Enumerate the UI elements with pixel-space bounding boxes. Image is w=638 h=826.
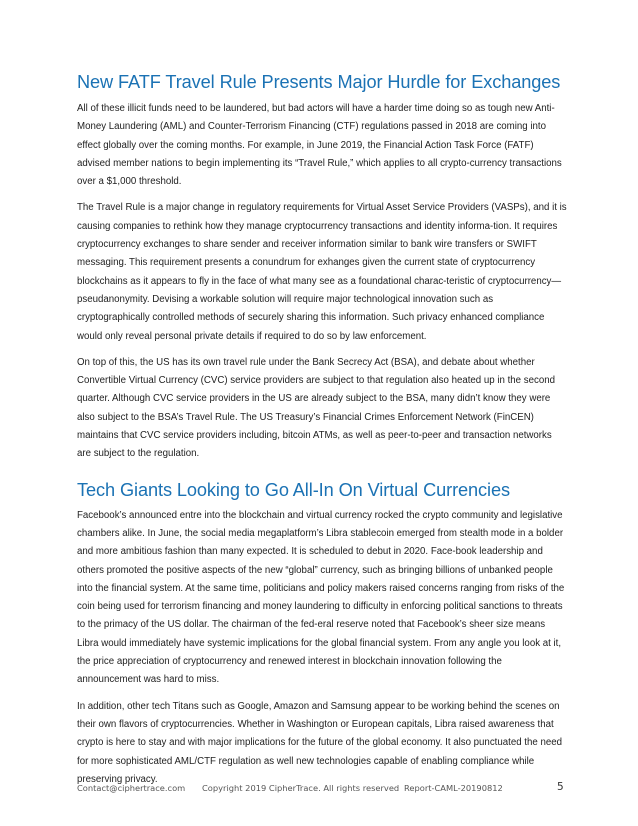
paragraph: Facebook’s announced entre into the blockchain and virtual currency rocked the crypto community and legislative chambers alike. In June, the social media megaplatform’s Libra stablecoin emerged from stealth mode in a bolder and more ambitious fashion than many expected. It is scheduled to debut in 2020. Face-book leadership and others promoted the positive aspects of the new “global” currency, such as bringing billions of unbanked people into the financial system. At the same time, politicians and policy makers raised concerns ranging from risks of the coin being used for terrorism financing and money laundering to difficulty in enforcing political sanctions to threats to the primacy of the US dollar. The chairman of the fed-eral reserve noted that Facebook’s sheer size means Libra would immediately have systemic implications for the global financial system. From any angle you look at it, the price appreciation of cryptocurrency and renewed interest in blockchain innovation following the announcement was hard to miss. bbox=[77, 509, 565, 686]
footer-copyright: Copyright 2019 CipherTrace. All rights reserved bbox=[202, 783, 400, 793]
paragraph: The Travel Rule is a major change in regulatory requirements for Virtual Asset Service Providers (VASPs), and it is causing companies to rethink how they manage cryptocurrency transactions and identity informa-tion. It requires cryptocurrency exchanges to share sender and receiver information similar to bank wire transfers or SWIFT messaging. This requirement presents a conundrum for exhanges given the current state of cryptocurrency blockchains as it appears to fly in the face of what many see as a foundational charac-teristic of cryptocurrency—pseudanonymity. Devising a workable solution will require major technological innovation such as cryptographically controlled methods of securely sharing this information. Such privacy enhanced compliance would only reveal personal private details if required to do so by law enforcement. bbox=[77, 202, 567, 342]
paragraph: In addition, other tech Titans such as Google, Amazon and Samsung appear to be working behind the scenes on their own flavors of cryptocurrencies. Whether in Washington or European capitals, Libra raised awareness that crypto is here to stay and with major implications for the future of the global economy. It also punctuated the need for more sophisticated AML/CTF regulation as well new technologies capable of enabling compliance while preserving privacy. bbox=[77, 700, 563, 785]
paragraph: On top of this, the US has its own travel rule under the Bank Secrecy Act (BSA), and debate about whether Convertible Virtual Currency (CVC) service providers are subject to that regulation also heated up in the second quarter. Although CVC service providers in the US are already subject to the BSA, many didn’t know they were also subject to the BSA’s Travel Rule. The US Treasury’s Financial Crimes Enforcement Network (FinCEN) maintains that CVC service providers including, bitcoin ATMs, as well as peer-to-peer and transaction networks are subject to the regulation. bbox=[77, 356, 555, 460]
footer-contact-email[interactable]: Contact@ciphertrace.com bbox=[77, 783, 186, 793]
footer-report-id: Report-CAML-20190812 bbox=[404, 783, 503, 793]
page-footer bbox=[0, 781, 638, 797]
page-number: 5 bbox=[557, 781, 564, 793]
section-heading-fatf-travel-rule: New FATF Travel Rule Presents Major Hurdle for Exchanges bbox=[77, 72, 561, 92]
paragraph: All of these illicit funds need to be laundered, but bad actors will have a harder time doing so as tough new Anti-Money Laundering (AML) and Counter-Terrorism Financing (CTF) regulations passed in 2018 are coming into effect globally over the coming months. For example, in June 2019, the Financial Action Task Force (FATF) advised member nations to begin implementing its “Travel Rule,” which applies to all crypto-currency transactions over a $1,000 threshold. bbox=[77, 103, 562, 188]
page-content bbox=[77, 68, 567, 797]
section-heading-tech-giants: Tech Giants Looking to Go All-In On Virtual Currencies bbox=[77, 479, 510, 500]
